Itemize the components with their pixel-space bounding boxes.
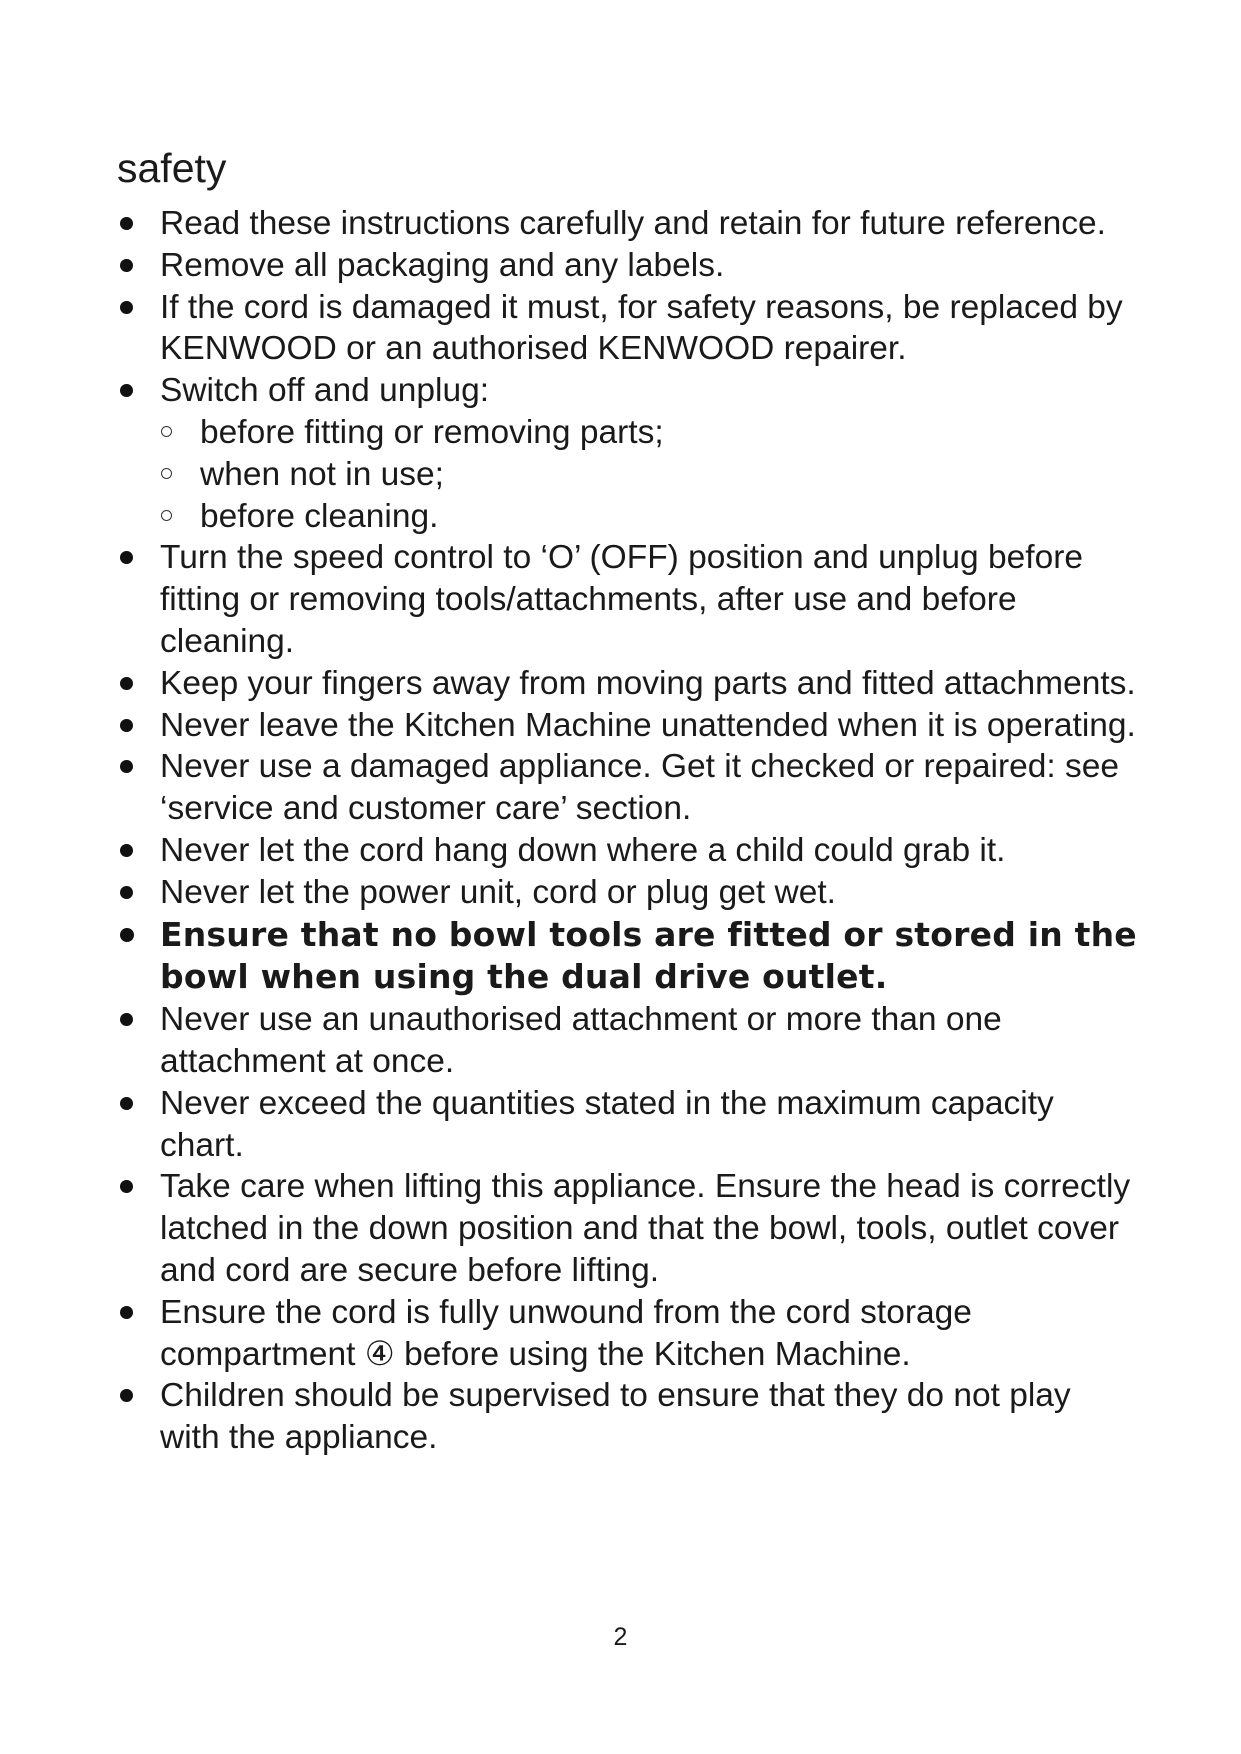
bullet-icon [120, 1097, 133, 1110]
list-item-text: Never use an unauthorised attachment or more than one attachment at once. [160, 1001, 1002, 1080]
bullet-icon [120, 719, 133, 732]
bullet-icon [120, 217, 133, 230]
bullet-icon [120, 677, 133, 690]
sub-list-item-text: before cleaning. [200, 497, 439, 535]
bullet-icon [120, 844, 133, 857]
sub-list-item [160, 454, 1137, 496]
list-item [117, 999, 1137, 1083]
list-item-text: Never let the cord hang down where a child could grab it. [160, 831, 1006, 869]
list-item [117, 370, 1137, 537]
list-item-text: Read these instructions carefully and retain for future reference. [160, 205, 1106, 242]
circle-bullet-icon [161, 426, 172, 437]
sub-list-item-text: when not in use; [200, 455, 444, 493]
page-title: safety [117, 145, 227, 191]
bullet-icon [120, 1013, 133, 1026]
list-item [117, 537, 1137, 662]
bullet-icon [120, 1180, 133, 1193]
bullet-icon [120, 551, 133, 564]
bullet-icon [120, 1389, 133, 1402]
list-item [117, 1292, 1137, 1376]
list-item-text: Never use a damaged appliance. Get it checked or repaired: see ‘service and customer care’ section. [160, 748, 1120, 828]
list-item [117, 1375, 1137, 1459]
list-item-text: Take care when lifting this appliance. Ensure the head is correctly latched in the down position and that the bowl, tools, outlet cover and cord are secure before lifting. [160, 1168, 1131, 1289]
sub-list-item [160, 496, 1137, 538]
list-item-text: Keep your fingers away from moving parts and fitted attachments. [160, 664, 1136, 702]
bullet-icon [120, 1306, 133, 1319]
bullet-icon [120, 886, 133, 899]
list-item-text: If the cord is damaged it must, for safety reasons, be replaced by KENWOOD or an authorised KENWOOD repairer. [160, 288, 1123, 368]
warning-text: Ensure that no bowl tools are fitted or stored in the bowl when using the dual drive outlet. [160, 914, 1137, 997]
sub-list-item-text: before fitting or removing parts; [200, 413, 664, 451]
list-item [117, 872, 1137, 914]
list-item-text: Remove all packaging and any labels. [160, 246, 725, 284]
page-number: 2 [613, 1623, 628, 1651]
list-item [117, 203, 1137, 245]
safety-list [117, 203, 1137, 1459]
list-item [117, 1083, 1137, 1167]
bullet-icon [120, 259, 133, 272]
list-item [117, 1166, 1137, 1291]
bullet-icon [120, 384, 133, 397]
list-item-text: Never exceed the quantities stated in the maximum capacity chart. [160, 1084, 1054, 1164]
bullet-icon [120, 760, 133, 773]
list-item [117, 830, 1137, 872]
list-item-text: Turn the speed control to ‘O’ (OFF) position and unplug before fitting or removing tools/attachments, after use and before cleaning. [160, 539, 1083, 660]
list-item [117, 287, 1137, 371]
list-item [117, 705, 1137, 747]
circle-bullet-icon [161, 510, 172, 521]
bullet-icon [120, 301, 133, 314]
list-item-text: Never let the power unit, cord or plug get wet. [160, 873, 836, 911]
list-item-text: Never leave the Kitchen Machine unattended when it is operating. [160, 706, 1136, 744]
list-item-text: Switch off and unplug: [160, 372, 490, 410]
list-item [117, 245, 1137, 287]
list-item [117, 746, 1137, 830]
sub-list-item [160, 412, 1137, 454]
list-item-warning [117, 914, 1137, 1000]
list-item-text: Ensure the cord is fully unwound from the cord storage compartment ④ before using the Kitchen Machine. [160, 1293, 972, 1373]
list-item-text: Children should be supervised to ensure that they do not play with the appliance. [160, 1377, 1071, 1457]
bullet-icon [120, 928, 134, 942]
unplug-sublist [160, 412, 1137, 537]
circle-bullet-icon [161, 468, 172, 479]
list-item [117, 663, 1137, 705]
